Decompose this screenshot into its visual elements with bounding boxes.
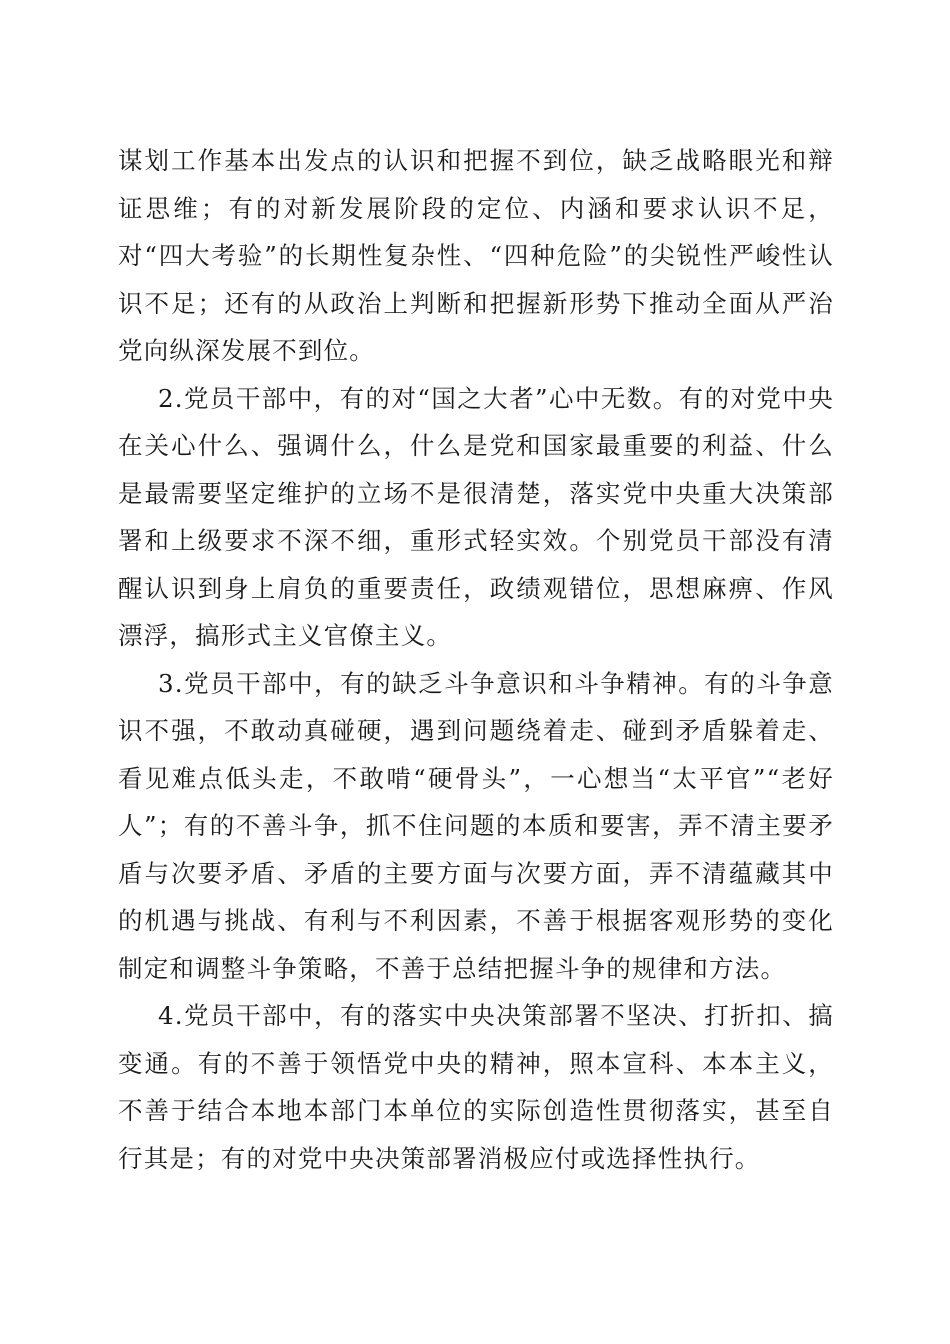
document-body	[118, 137, 834, 1182]
paragraph-item-2: 2.党员干部中，有的对“国之大者”心中无数。有的对党中央在关心什么、强调什么，什么是党和国家最重要的利益、什么是最需要坚定维护的立场不是很清楚，落实党中央重大决策部署和上级要求不深不细，重形式轻实效。个别党员干部没有清醒认识到身上肩负的重要责任，政绩观错位，思想麻痹、作风漂浮，搞形式主义官僚主义。	[118, 383, 834, 650]
paragraph-item-4: 4.党员干部中，有的落实中央决策部署不坚决、打折扣、搞变通。有的不善于领悟党中央的精神，照本宣科、本本主义，不善于结合本地本部门本单位的实际创造性贯彻落实，甚至自行其是；有的对党中央决策部署消极应付或选择性执行。	[118, 1001, 834, 1173]
paragraph-item-3: 3.党员干部中，有的缺乏斗争意识和斗争精神。有的斗争意识不强，不敢动真碰硬，遇到问题绕着走、碰到矛盾躲着走、看见难点低头走，不敢啃“硬骨头”，一心想当“太平官”“老好人”；有的不善斗争，抓不住问题的本质和要害，弄不清主要矛盾与次要矛盾、矛盾的主要方面与次要方面，弄不清蕴藏其中的机遇与挑战、有利与不利因素，不善于根据客观形势的变化制定和调整斗争策略，不善于总结把握斗争的规律和方法。	[118, 668, 834, 983]
paragraph-continuation: 谋划工作基本出发点的认识和把握不到位，缺乏战略眼光和辩证思维；有的对新发展阶段的定位、内涵和要求认识不足，对“四大考验”的长期性复杂性、“四种危险”的尖锐性严峻性认识不足；还有的从政治上判断和把握新形势下推动全面从严治党向纵深发展不到位。	[118, 146, 834, 365]
